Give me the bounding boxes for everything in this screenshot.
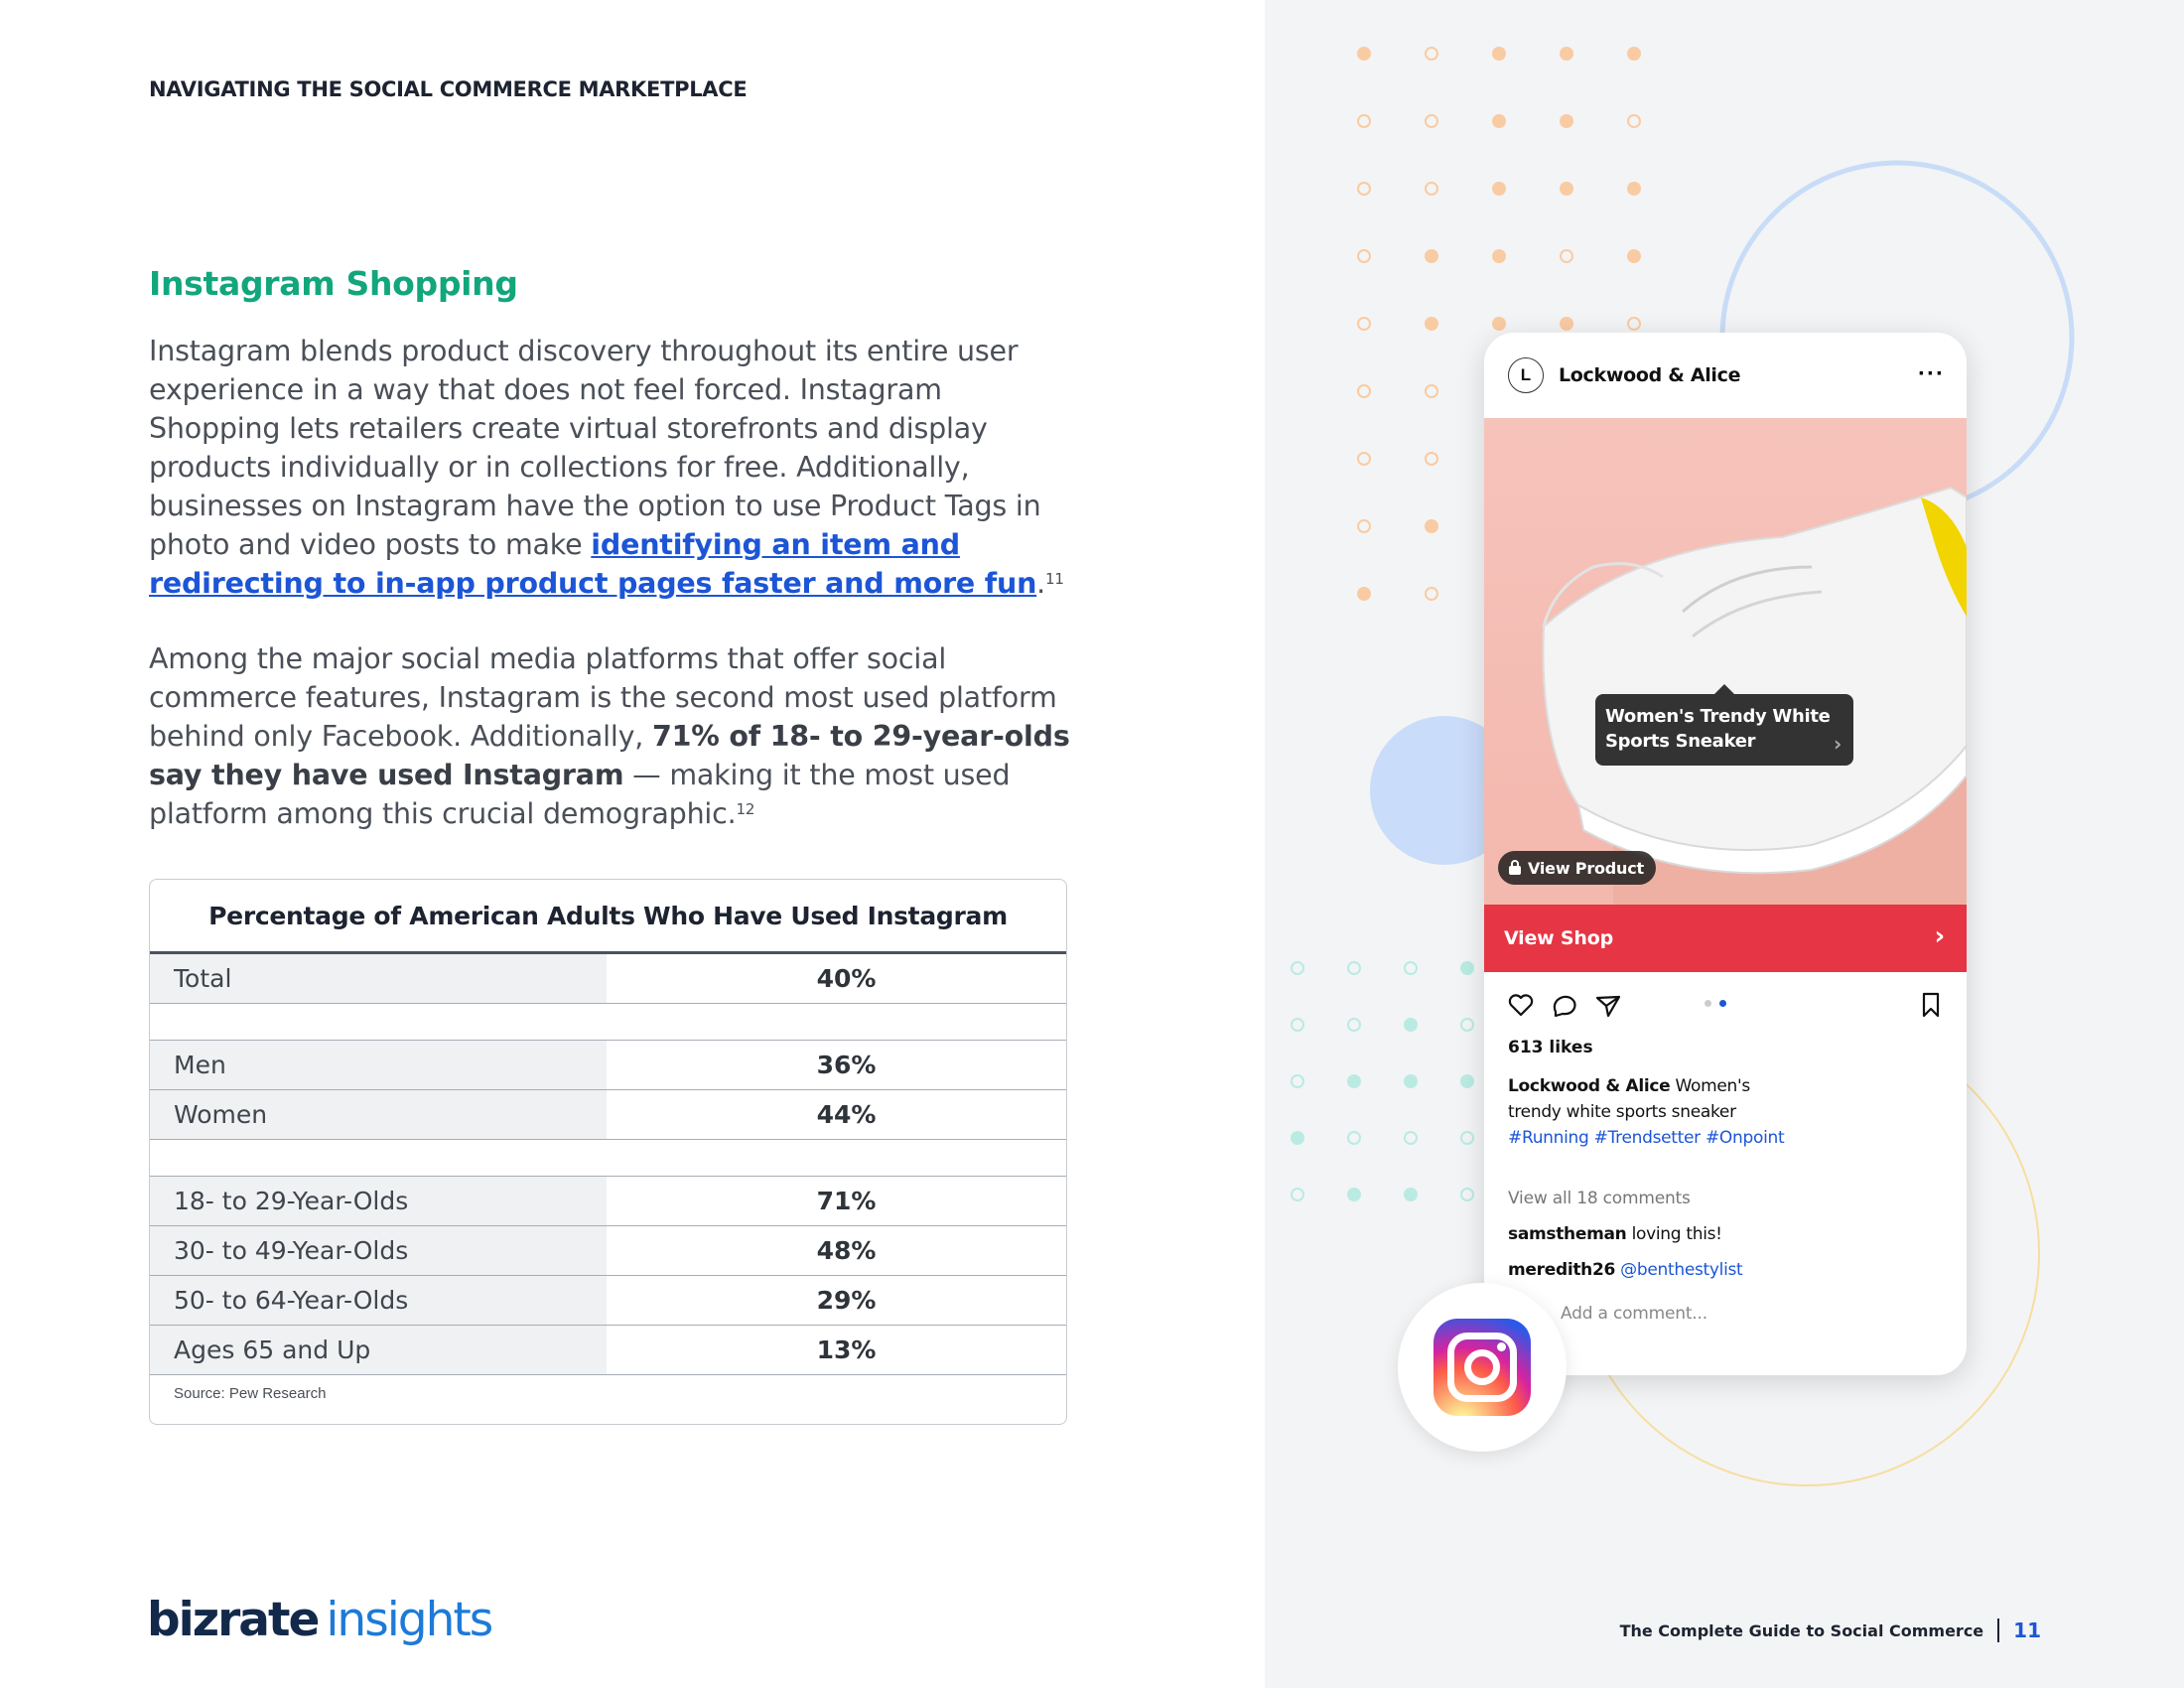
decorative-dot — [1492, 182, 1506, 196]
decorative-dot — [1347, 1018, 1361, 1032]
sneaker-illustration — [1484, 418, 1967, 905]
product-tags-link[interactable]: identifying an item and redirecting to in-app product pages faster and more fun — [149, 528, 1037, 600]
instagram-logo-icon — [1433, 1319, 1531, 1416]
running-head: NAVIGATING THE SOCIAL COMMERCE MARKETPLACE — [149, 77, 748, 101]
table-row — [150, 1276, 1066, 1326]
view-all-comments[interactable]: View all 18 comments — [1508, 1189, 1691, 1208]
decorative-dot — [1404, 1074, 1418, 1088]
row-label: Total — [150, 954, 607, 1003]
caption-account[interactable]: Lockwood & Alice — [1508, 1076, 1671, 1096]
demographic-end: — making it the most used platform among this crucial demographic. — [149, 759, 1011, 830]
decorative-dot — [1425, 587, 1438, 601]
decorative-dot — [1404, 1131, 1418, 1145]
decorative-dot — [1357, 114, 1371, 128]
decorative-dot — [1357, 519, 1371, 533]
product-image[interactable] — [1484, 418, 1967, 905]
decorative-dot — [1291, 1018, 1304, 1032]
decorative-dot — [1460, 1074, 1474, 1088]
comment-user[interactable]: samstheman — [1508, 1224, 1627, 1244]
decorative-dot — [1627, 317, 1641, 331]
decorative-dot — [1357, 249, 1371, 263]
row-label: Men — [150, 1041, 607, 1089]
decorative-dot — [1460, 1188, 1474, 1201]
decorative-dot — [1357, 317, 1371, 331]
decorative-dot — [1404, 1188, 1418, 1201]
decorative-dot — [1425, 249, 1438, 263]
decorative-dot — [1492, 317, 1506, 331]
footnote-11: 11 — [1045, 570, 1064, 588]
table-row — [150, 1090, 1066, 1140]
demographic-text: Among the major social media platforms that offer social commerce features, Instagram is the second most used platform behind only Facebook. Additionally, — [149, 642, 1057, 753]
intro-end: . — [1036, 567, 1046, 600]
product-tag-label: Women's Trendy White Sports Sneaker — [1605, 706, 1831, 752]
table-spacer — [150, 1004, 1066, 1041]
comment — [1508, 1224, 1722, 1244]
decorative-dot — [1460, 1018, 1474, 1032]
footer-divider — [1997, 1618, 1999, 1642]
section-title: Instagram Shopping — [149, 264, 518, 303]
bizrate-insights-logo — [147, 1593, 491, 1647]
post-caption — [1508, 1073, 1806, 1151]
decorative-dot — [1425, 519, 1438, 533]
decorative-dot — [1560, 317, 1573, 331]
decorative-dot — [1347, 1131, 1361, 1145]
row-label: 30- to 49-Year-Olds — [150, 1226, 607, 1275]
caption-hashtags[interactable]: #Running #Trendsetter #Onpoint — [1508, 1128, 1785, 1148]
decorative-dot — [1492, 114, 1506, 128]
instagram-post-mockup — [1484, 333, 1967, 1375]
table-title: Percentage of American Adults Who Have Used Instagram — [150, 880, 1066, 954]
caption-text: Women's trendy white sports sneaker — [1508, 1076, 1750, 1122]
carousel-dot-active — [1719, 1000, 1726, 1007]
row-value: 44% — [816, 1100, 877, 1129]
view-product-label: View Product — [1528, 858, 1644, 878]
decorative-dot — [1291, 1131, 1304, 1145]
decorative-dot — [1291, 961, 1304, 975]
logo-flash — [1497, 1342, 1506, 1351]
decorative-dot — [1347, 961, 1361, 975]
decorative-dot — [1347, 1074, 1361, 1088]
row-value: 40% — [816, 964, 877, 993]
row-label: 18- to 29-Year-Olds — [150, 1177, 607, 1225]
decorative-dot — [1357, 452, 1371, 466]
post-actions — [1508, 988, 1945, 1024]
row-label: 50- to 64-Year-Olds — [150, 1276, 607, 1325]
row-value: 71% — [816, 1187, 877, 1215]
decorative-dot — [1425, 317, 1438, 331]
view-shop-button[interactable] — [1484, 905, 1967, 972]
decorative-dot — [1357, 587, 1371, 601]
footnote-12: 12 — [736, 800, 755, 818]
row-value: 36% — [816, 1051, 877, 1079]
logo-bizrate: bizrate — [147, 1593, 319, 1647]
decorative-dot — [1560, 249, 1573, 263]
view-product-button[interactable] — [1498, 851, 1656, 885]
instagram-badge — [1398, 1283, 1567, 1452]
decorative-dot — [1627, 182, 1641, 196]
logo-lens — [1464, 1349, 1500, 1385]
row-label: Women — [150, 1090, 607, 1139]
add-comment-input[interactable]: Add a comment... — [1561, 1304, 1707, 1324]
table-row — [150, 1041, 1066, 1090]
table-row — [150, 1326, 1066, 1375]
comment — [1508, 1260, 1742, 1280]
instagram-usage-table — [149, 879, 1067, 1425]
decorative-dot — [1425, 452, 1438, 466]
guide-title: The Complete Guide to Social Commerce — [1619, 1620, 1984, 1640]
decorative-dot — [1291, 1188, 1304, 1201]
decorative-dot — [1357, 47, 1371, 61]
comment-user[interactable]: meredith26 — [1508, 1260, 1616, 1280]
product-tag[interactable] — [1595, 694, 1853, 766]
carousel-dots — [1705, 1000, 1726, 1007]
view-shop-label: View Shop — [1504, 927, 1614, 949]
decorative-dot — [1460, 961, 1474, 975]
decorative-dot — [1460, 1131, 1474, 1145]
decorative-dot — [1492, 249, 1506, 263]
decorative-dot — [1425, 47, 1438, 61]
demographic-highlight: 71% of 18- to 29-year-olds say they have used Instagram — [149, 720, 1070, 791]
decorative-dot — [1404, 961, 1418, 975]
decorative-dot — [1425, 182, 1438, 196]
comment-text: loving this! — [1626, 1224, 1722, 1244]
row-label: Ages 65 and Up — [150, 1326, 607, 1374]
decorative-dot — [1357, 384, 1371, 398]
decorative-dot — [1560, 47, 1573, 61]
likes-count[interactable]: 613 likes — [1508, 1038, 1593, 1057]
chevron-right-icon: › — [1934, 921, 1945, 951]
row-value: 13% — [816, 1336, 877, 1364]
decorative-dot — [1627, 249, 1641, 263]
decorative-dot — [1627, 47, 1641, 61]
table-row — [150, 954, 1066, 1004]
heart-icon[interactable] — [1508, 994, 1534, 1018]
table-spacer — [150, 1140, 1066, 1177]
comment-mention[interactable]: @benthestylist — [1615, 1260, 1743, 1280]
chevron-right-icon: › — [1834, 732, 1842, 756]
page-number: 11 — [2013, 1618, 2041, 1642]
decorative-dot — [1347, 1188, 1361, 1201]
decorative-dot — [1357, 182, 1371, 196]
intro-text: Instagram blends product discovery throughout its entire user experience in a way that does not feel forced. Instagram Shopping lets retailers create virtual storefronts and display products individually or in collections for free. Additionally, businesses on Instagram have the option to use Product Tags in photo and video posts to make — [149, 335, 1041, 561]
decorative-dot — [1492, 47, 1506, 61]
table-source: Source: Pew Research — [174, 1385, 327, 1402]
post-header — [1484, 333, 1967, 418]
decorative-dot — [1627, 114, 1641, 128]
intro-paragraph — [149, 332, 1072, 603]
decorative-dot — [1425, 114, 1438, 128]
demographic-paragraph — [149, 639, 1072, 833]
account-name[interactable]: Lockwood & Alice — [1559, 364, 1741, 386]
decorative-dot — [1560, 182, 1573, 196]
logo-insights: insights — [326, 1593, 492, 1647]
decorative-dot — [1425, 384, 1438, 398]
page-footer — [1620, 1618, 2041, 1642]
row-value: 48% — [816, 1236, 877, 1265]
account-avatar[interactable]: L — [1508, 357, 1544, 393]
comment-icon[interactable] — [1552, 994, 1577, 1018]
bookmark-icon[interactable] — [1921, 992, 1941, 1018]
more-icon[interactable]: ··· — [1918, 360, 1945, 387]
carousel-dot — [1705, 1000, 1711, 1007]
row-value: 29% — [816, 1286, 877, 1315]
decorative-dot — [1291, 1074, 1304, 1088]
table-row — [150, 1177, 1066, 1226]
decorative-dot — [1560, 114, 1573, 128]
send-icon[interactable] — [1595, 994, 1621, 1018]
decorative-dot — [1404, 1018, 1418, 1032]
lock-icon — [1508, 860, 1522, 876]
table-row — [150, 1226, 1066, 1276]
